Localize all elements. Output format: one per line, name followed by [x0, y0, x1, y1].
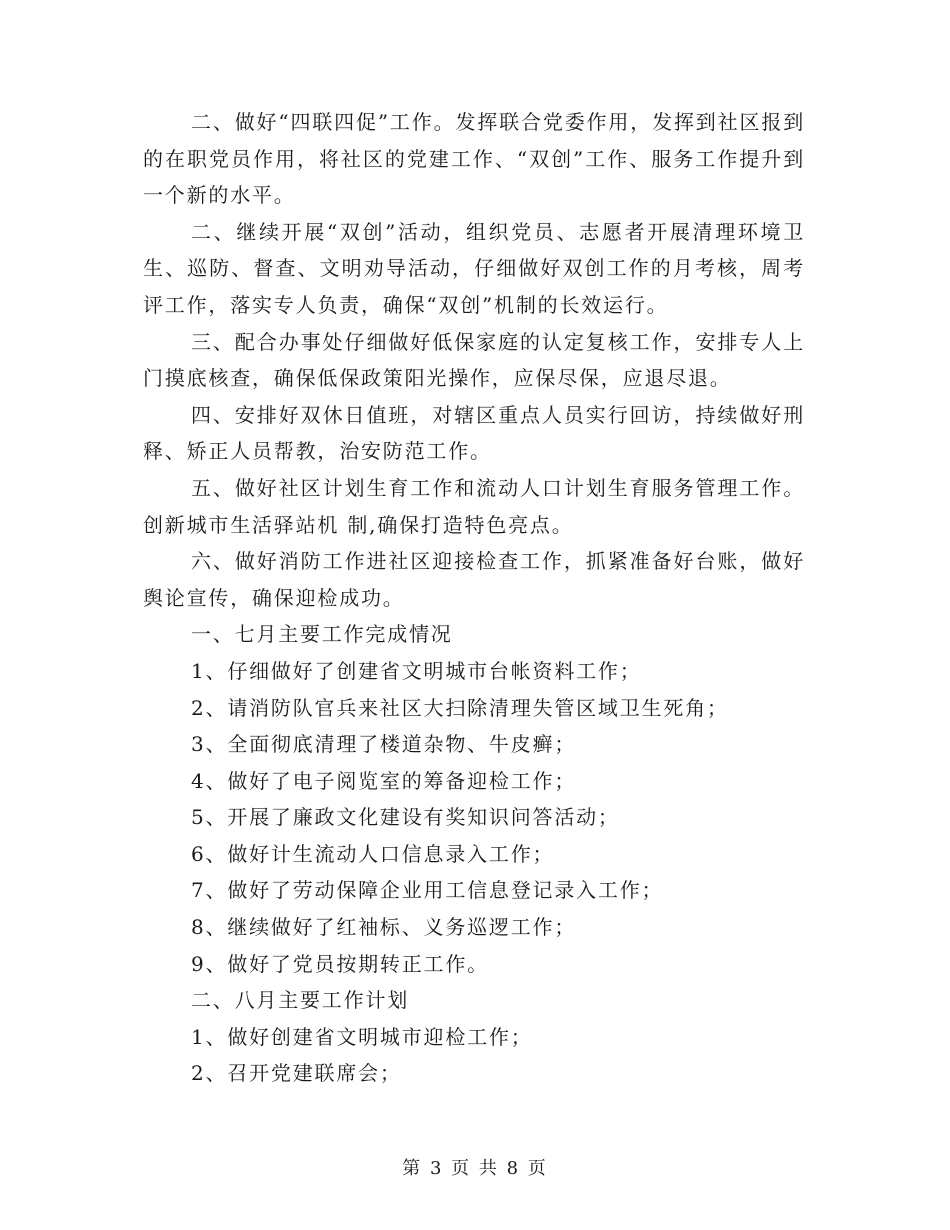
list-item: 4、做好了电子阅览室的筹备迎检工作；: [191, 768, 577, 793]
list-item: 8、继续做好了红袖标、义务巡逻工作；: [191, 915, 577, 940]
list-item: 2、召开党建联席会；: [191, 1061, 402, 1086]
paragraph-four-links: 二、做好“四联四促”工作。发挥联合党委作用，发挥到社区报到的在职党员作用，将社区的党建工作、“双创”工作、服务工作提升到一个新的水平。: [143, 110, 805, 208]
paragraph-family-planning: 五、做好社区计划生育工作和流动人口计划生育服务管理工作。创新城市生活驿站机 制,确保打造特色亮点。: [143, 475, 805, 537]
paragraph-fire-safety: 六、做好消防工作进社区迎接检查工作，抓紧准备好台账，做好舆论宣传，确保迎检成功。: [143, 549, 805, 610]
list-item: 6、做好计生流动人口信息录入工作；: [191, 841, 555, 866]
list-item: 9、做好了党员按期转正工作。: [191, 951, 489, 976]
section-heading-july: 一、七月主要工作完成情况: [191, 622, 453, 647]
list-item: 1、仔细做好了创建省文明城市台帐资料工作；: [191, 658, 642, 683]
paragraph-weekend-duty: 四、安排好双休日值班，对辖区重点人员实行回访，持续做好刑释、矫正人员帮教，治安防范工作。: [143, 402, 805, 464]
section-heading-august: 二、八月主要工作计划: [191, 988, 409, 1013]
paragraph-double-creation: 二、继续开展“双创”活动，组织党员、志愿者开展清理环境卫生、巡防、督查、文明劝导活动，仔细做好双创工作的月考核，周考评工作，落实专人负责，确保“双创”机制的长效运行。: [143, 219, 805, 317]
document-body: [143, 104, 805, 1092]
list-item: 2、请消防队官兵来社区大扫除清理失管区域卫生死角；: [191, 695, 729, 720]
list-item: 1、做好创建省文明城市迎检工作；: [191, 1024, 533, 1049]
list-item: 7、做好了劳动保障企业用工信息登记录入工作；: [191, 878, 664, 903]
paragraph-low-income-review: 三、配合办事处仔细做好低保家庭的认定复核工作，安排专人上门摸底核查，确保低保政策阳光操作，应保尽保，应退尽退。: [143, 329, 805, 391]
list-item: 5、开展了廉政文化建设有奖知识问答活动；: [191, 805, 620, 830]
list-item: 3、全面彻底清理了楼道杂物、牛皮癣；: [191, 732, 577, 757]
page-number-footer: 第 3 页 共 8 页: [402, 1158, 548, 1179]
